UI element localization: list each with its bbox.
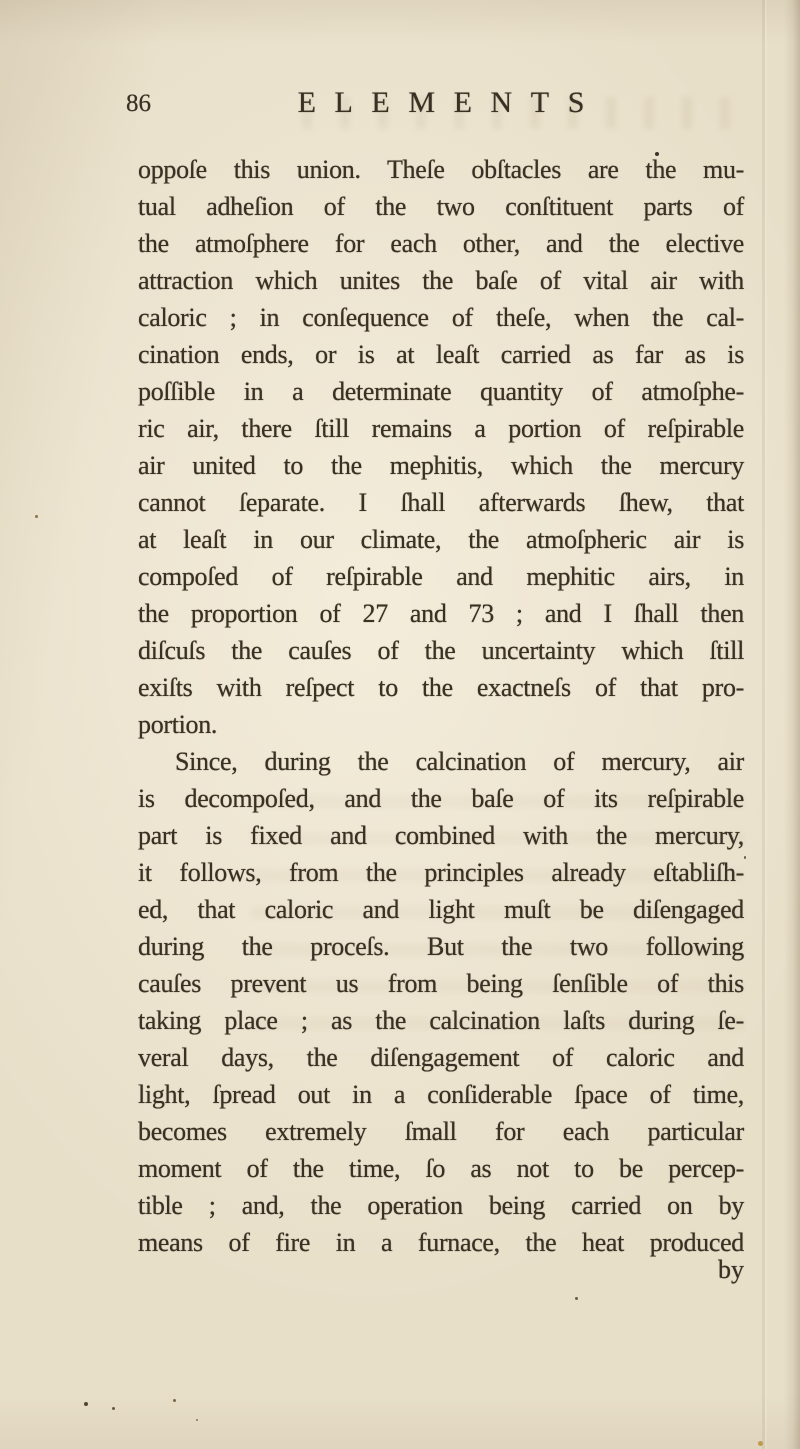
text-line: the atmoſphere for each other, and the elective bbox=[138, 229, 744, 258]
foxing-speck bbox=[84, 1402, 88, 1406]
page-header bbox=[126, 86, 744, 122]
text-line: means of fire in a furnace, the heat produced bbox=[138, 1228, 744, 1257]
text-line: part is fixed and combined with the mercury, bbox=[138, 821, 744, 850]
page-crease bbox=[762, 0, 765, 1449]
text-line: cannot ſeparate. I ſhall afterwards ſhew, that bbox=[138, 488, 744, 517]
text-line: it follows, from the principles already eſtabliſh- bbox=[138, 858, 744, 887]
text-line: light, ſpread out in a conſiderable ſpace of time, bbox=[138, 1080, 744, 1109]
text-line: ed, that caloric and light muſt be diſengaged bbox=[138, 895, 744, 924]
catchword: by bbox=[718, 1255, 744, 1284]
running-title bbox=[138, 86, 744, 120]
text-line: caloric ; in conſequence of theſe, when the cal- bbox=[138, 303, 744, 332]
text-line: oppoſe this union. Theſe obſtacles are the mu- bbox=[138, 155, 744, 184]
text-line: during the proceſs. But the two following bbox=[138, 932, 744, 961]
text-line: ric air, there ſtill remains a portion of reſpirable bbox=[138, 414, 744, 443]
text-line: is decompoſed, and the baſe of its reſpirable bbox=[138, 784, 744, 813]
text-line: poſſible in a determinate quantity of atmoſphe- bbox=[138, 377, 744, 406]
page-edge-shadow bbox=[784, 0, 800, 1449]
foxing-speck bbox=[173, 1399, 176, 1402]
text-line: attraction which unites the baſe of vital air with bbox=[138, 266, 744, 295]
text-line: diſcuſs the cauſes of the uncertainty which ſtill bbox=[138, 636, 744, 665]
text-line: becomes extremely ſmall for each particular bbox=[138, 1117, 744, 1146]
text-line: Since, during the calcination of mercury, air bbox=[175, 747, 744, 776]
foxing-speck bbox=[112, 1407, 115, 1410]
text-line: at leaſt in our climate, the atmoſpheric air is bbox=[138, 525, 744, 554]
text-line: cauſes prevent us from being ſenſible of this bbox=[138, 969, 744, 998]
text-line: veral days, the diſengagement of caloric and bbox=[138, 1043, 744, 1072]
foxing-speck bbox=[758, 1441, 763, 1446]
text-line: tible ; and, the operation being carried on by bbox=[138, 1191, 744, 1220]
text-line: moment of the time, ſo as not to be percep- bbox=[138, 1154, 744, 1183]
foxing-speck bbox=[744, 856, 746, 859]
text-line: exiſts with reſpect to the exactneſs of that pro- bbox=[138, 673, 744, 702]
text-line: tual adheſion of the two conſtituent parts of bbox=[138, 192, 744, 221]
running-title-text: ELEMENTS bbox=[297, 86, 604, 119]
text-line: the proportion of 27 and 73 ; and I ſhall then bbox=[138, 599, 744, 628]
foxing-speck bbox=[196, 1419, 198, 1421]
text-line: portion. bbox=[138, 710, 218, 739]
text-line: cination ends, or is at leaſt carried as far as is bbox=[138, 340, 744, 369]
text-line: air united to the mephitis, which the mercury bbox=[138, 451, 744, 480]
text-block bbox=[138, 151, 744, 1261]
foxing-speck bbox=[575, 1297, 578, 1300]
page-number: 86 bbox=[126, 90, 151, 117]
text-line: compoſed of reſpirable and mephitic airs, in bbox=[138, 562, 744, 591]
text-line: taking place ; as the calcination laſts during ſe- bbox=[138, 1006, 744, 1035]
foxing-speck bbox=[35, 515, 38, 518]
